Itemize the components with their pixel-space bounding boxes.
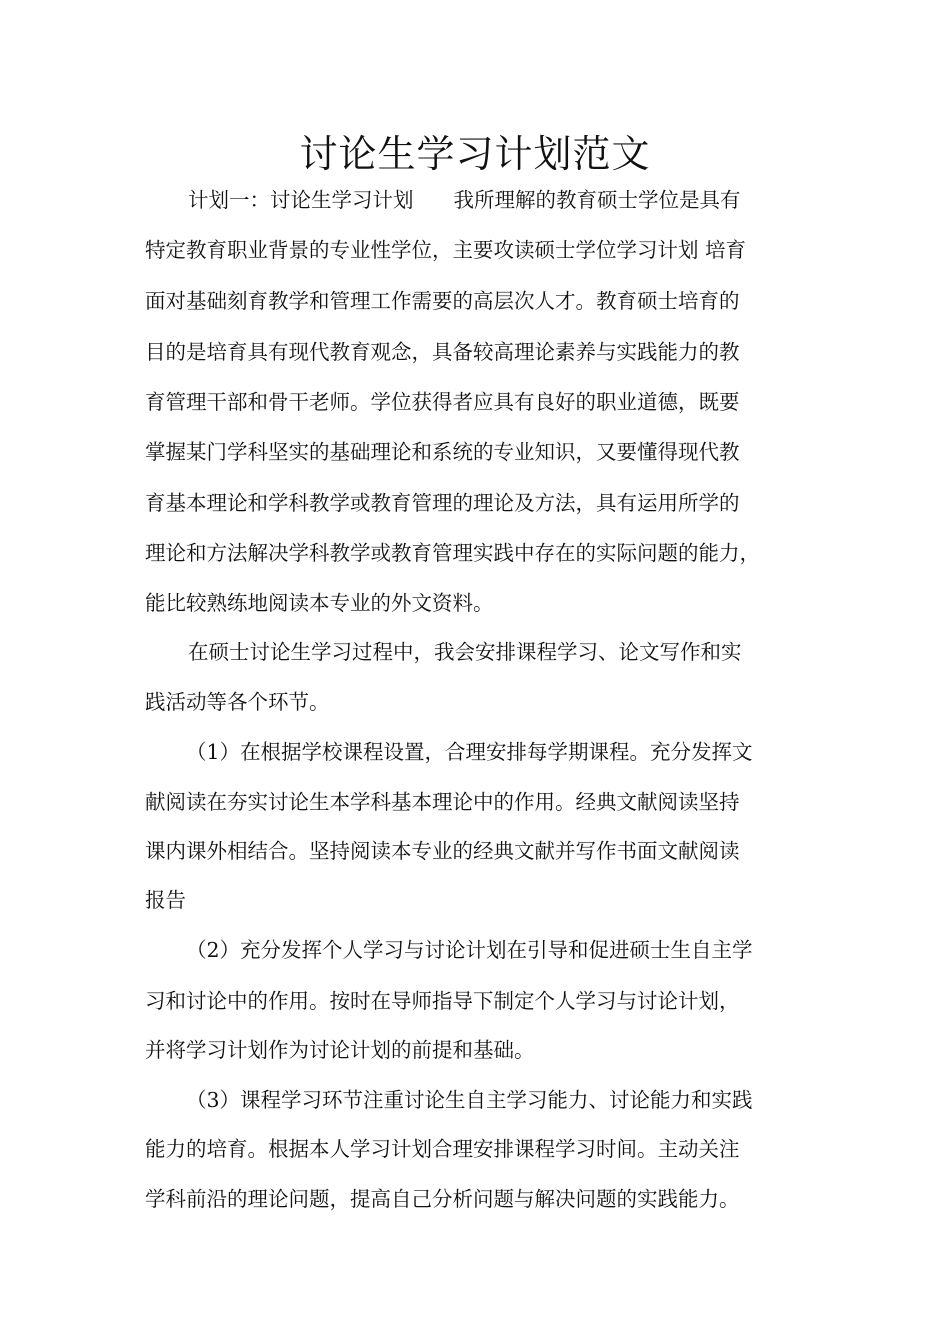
paragraph-line: 献阅读在夯实讨论生本学科基本理论中的作用。经典文献阅读坚持 [145,790,740,814]
list-item-line: （1）在根据学校课程设置，合理安排每学期课程。充分发挥文 [186,740,753,764]
paragraph-text: 我所理解的教育硕士学位是具有 [453,188,741,212]
paragraph-line: 并将学习计划作为讨论计划的前提和基础。 [145,1038,535,1062]
paragraph-line: 能力的培育。根据本人学习计划合理安排课程学习时间。主动关注 [145,1137,740,1161]
list-item-line: （2）充分发挥个人学习与讨论计划在引导和促进硕士生自主学 [186,938,753,962]
paragraph-line: 面对基础刻育教学和管理工作需要的高层次人才。教育硕士培育的 [145,289,740,313]
paragraph-line: 学科前沿的理论问题，提高自己分析问题与解决问题的实践能力。 [145,1187,740,1211]
paragraph-line [188,185,810,215]
paragraph-line: 在硕士讨论生学习过程中，我会安排课程学习、论文写作和实 [188,640,742,664]
paragraph-line: 习和讨论中的作用。按时在导师指导下制定个人学习与讨论计划， [145,989,740,1013]
paragraph-line: 践活动等各个环节。 [145,690,330,714]
document-title: 讨论生学习计划范文 [299,132,651,176]
paragraph-line: 育管理干部和骨干老师。学位获得者应具有良好的职业道德，既要 [145,390,740,414]
paragraph-line: 目的是培育具有现代教育观念，具备较高理论素养与实践能力的教 [145,340,740,364]
paragraph-line: 报告 [145,888,186,912]
paragraph-line: 特定教育职业背景的专业性学位，主要攻读硕士学位学习计划 培育 [145,238,747,262]
paragraph-line: 课内课外相结合。坚持阅读本专业的经典文献并写作书面文献阅读 [145,839,740,863]
list-item-line: （3）课程学习环节注重讨论生自主学习能力、讨论能力和实践 [186,1088,753,1112]
paragraph-line: 能比较熟练地阅读本专业的外文资料。 [145,591,494,615]
plan-heading: 计划一：讨论生学习计划 [188,188,414,212]
paragraph-line: 理论和方法解决学科教学或教育管理实践中存在的实际问题的能力， [145,541,760,565]
paragraph-line: 育基本理论和学科教学或教育管理的理论及方法，具有运用所学的 [145,491,740,515]
paragraph-line: 掌握某门学科坚实的基础理论和系统的专业知识，又要懂得现代教 [145,440,740,464]
